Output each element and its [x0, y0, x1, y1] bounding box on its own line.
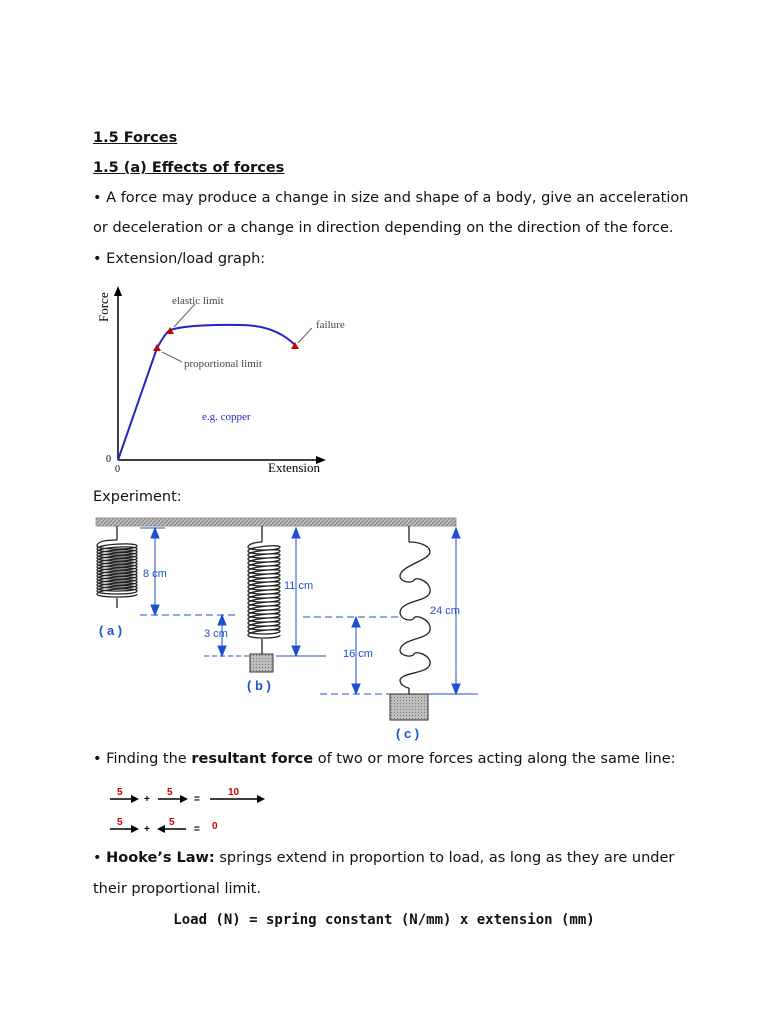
subsection-title: 1.5 (a) Effects of forces — [93, 160, 285, 176]
eq2-op: + — [144, 824, 150, 835]
resultant-bold: resultant force — [191, 751, 314, 767]
paragraph-line-2: or deceleration or a change in direction depending on the direction of the force. — [93, 220, 674, 236]
bullet: • — [93, 751, 102, 767]
resultant-suffix: of two or more forces acting along the same line: — [313, 751, 676, 767]
failure-label: failure — [316, 319, 345, 331]
eq1-b: 5 — [167, 787, 173, 798]
length-a-label: 8 cm — [143, 568, 167, 580]
hooke-bold: Hooke’s Law: — [106, 850, 215, 866]
elastic-limit-label: elastic limit — [172, 295, 224, 307]
hooke-line-2: their proportional limit. — [93, 881, 261, 897]
bullet: • — [93, 850, 102, 866]
paragraph-text: A force may produce a change in size and shape of a body, give an acceleration — [106, 190, 689, 206]
length-b-label: 11 cm — [284, 580, 314, 592]
eq1-result: 10 — [228, 787, 240, 798]
experiment-heading: Experiment: — [93, 489, 182, 505]
case-b-label: ( b ) — [247, 678, 271, 693]
extension-c-label: 16 cm — [343, 648, 373, 660]
eq1-op: + — [144, 794, 150, 805]
x-origin-label: 0 — [115, 464, 120, 475]
eq1-a: 5 — [117, 787, 123, 798]
y-origin-label: 0 — [106, 454, 111, 465]
material-label: e.g. copper — [202, 411, 251, 423]
eq2-a: 5 — [117, 817, 123, 828]
bullet: • — [93, 251, 102, 267]
bullet: • — [93, 190, 102, 206]
case-a-label: ( a ) — [99, 623, 123, 638]
resultant-prefix: Finding the — [106, 751, 192, 767]
x-axis-label: Extension — [268, 460, 320, 475]
hooke-line-1 — [93, 850, 674, 866]
eq1-eq: = — [194, 794, 200, 805]
hooke-formula: Load (N) = spring constant (N/mm) x extension (mm) — [173, 912, 595, 928]
arrow-right — [257, 795, 265, 803]
eq2-b: 5 — [169, 817, 175, 828]
eq2-eq: = — [194, 824, 200, 835]
arrow-right — [131, 795, 139, 803]
length-c-label: 24 cm — [430, 605, 460, 617]
arrow-right — [180, 795, 188, 803]
graph-intro-text: Extension/load graph: — [106, 251, 266, 267]
y-axis-label: Force — [96, 292, 111, 322]
arrow-right — [131, 825, 139, 833]
extension-b-label: 3 cm — [204, 628, 228, 640]
hooke-rest: springs extend in proportion to load, as long as they are under — [214, 850, 675, 866]
proportional-limit-label: proportional limit — [184, 358, 262, 370]
eq2-result: 0 — [212, 821, 218, 832]
case-c-label: ( c ) — [396, 726, 420, 741]
section-title: 1.5 Forces — [93, 130, 178, 146]
